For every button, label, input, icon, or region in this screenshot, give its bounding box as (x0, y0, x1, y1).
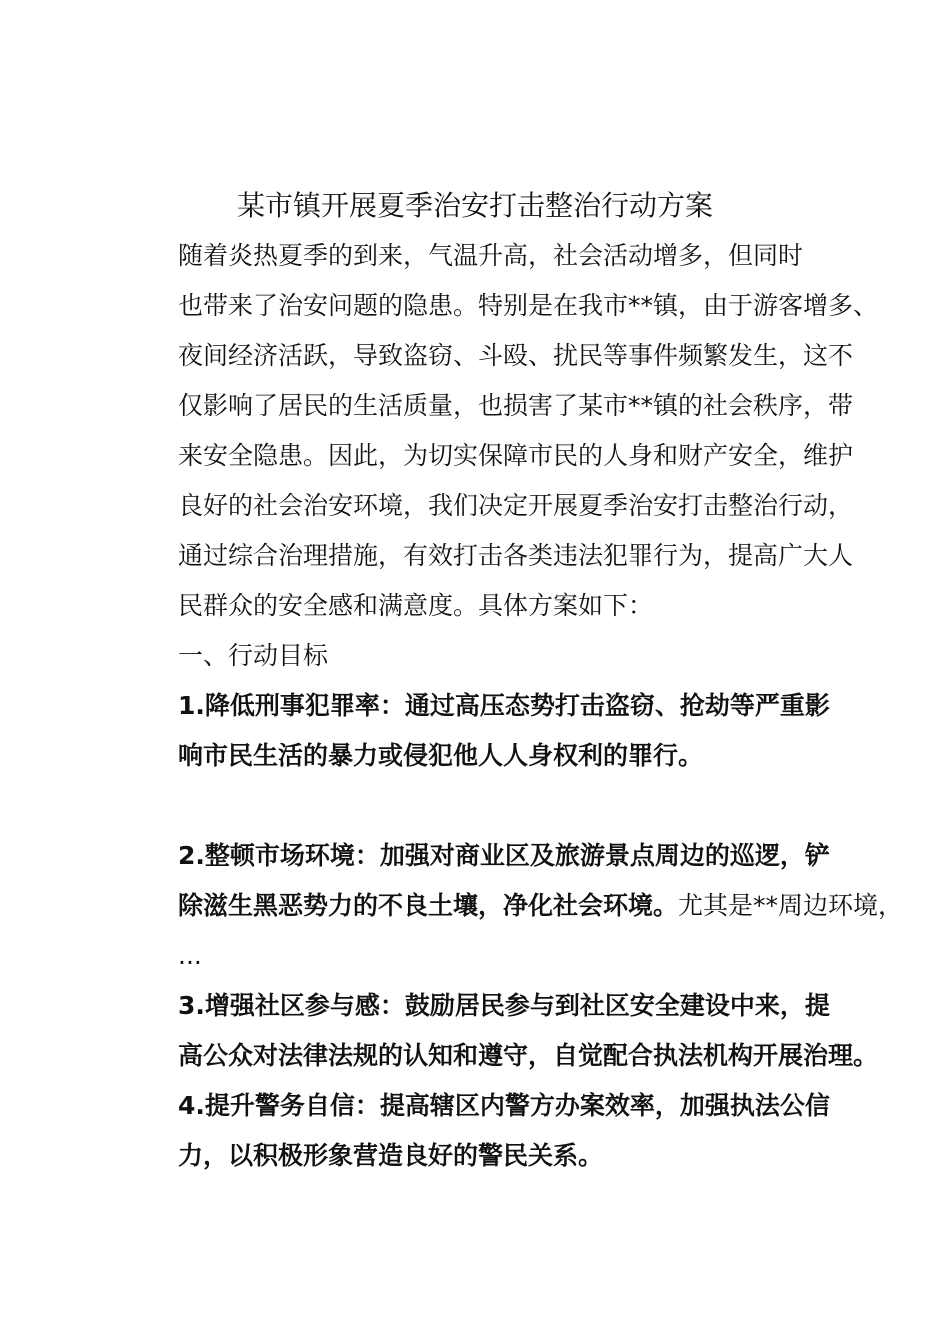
intro-line: 通过综合治理措施，有效打击各类违法犯罪行为，提高广大人 (178, 541, 854, 570)
section-heading-text: 一、行动目标 (178, 641, 329, 670)
intro-line: 夜间经济活跃，导致盗窃、斗殴、扰民等事件频繁发生，这不 (178, 341, 854, 370)
intro-line: 来安全隐患。因此，为切实保障市民的人身和财产安全，维护 (178, 441, 854, 470)
goal-item-ellipsis: ... (178, 941, 202, 970)
intro-line: 随着炎热夏季的到来，气温升高，社会活动增多，但同时 (178, 241, 804, 270)
intro-line: 也带来了治安问题的隐患。特别是在我市**镇，由于游客增多、 (178, 291, 879, 320)
document-title: 某市镇开展夏季治安打击整治行动方案 (236, 189, 713, 222)
goal-item-2 (128, 831, 904, 981)
goal-item-line: 2.整顿市场环境：加强对商业区及旅游景点周边的巡逻，铲 (178, 841, 830, 870)
goal-item-line: 3.增强社区参与感：鼓励居民参与到社区安全建设中来，提 (178, 991, 830, 1020)
goal-item-4 (128, 1081, 834, 1181)
goal-item-bold-segment: 除滋生黑恶势力的不良土壤，净化社会环境。 (178, 891, 679, 920)
goal-item-line: 4.提升警务自信：提高辖区内警方办案效率，加强执法公信 (178, 1091, 830, 1120)
intro-paragraph (128, 231, 879, 631)
section-heading (128, 631, 834, 681)
goal-item-line (128, 881, 904, 931)
goal-item-3 (128, 981, 879, 1081)
goal-item-1 (128, 681, 834, 781)
goal-item-normal-segment: 尤其是**周边环境， (678, 891, 904, 920)
intro-line: 仅影响了居民的生活质量，也损害了某市**镇的社会秩序，带 (178, 391, 854, 420)
goal-item-line: 高公众对法律法规的认知和遵守，自觉配合执法机构开展治理。 (178, 1041, 879, 1070)
goal-item-line: 1.降低刑事犯罪率：通过高压态势打击盗窃、抢劫等严重影 (178, 691, 830, 720)
intro-line: 民群众的安全感和满意度。具体方案如下： (178, 591, 654, 620)
goal-item-line: 力，以积极形象营造良好的警民关系。 (178, 1141, 604, 1170)
goal-item-line: 响市民生活的暴力或侵犯他人人身权利的罪行。 (178, 741, 704, 770)
intro-line: 良好的社会治安环境，我们决定开展夏季治安打击整治行动， (178, 491, 854, 520)
